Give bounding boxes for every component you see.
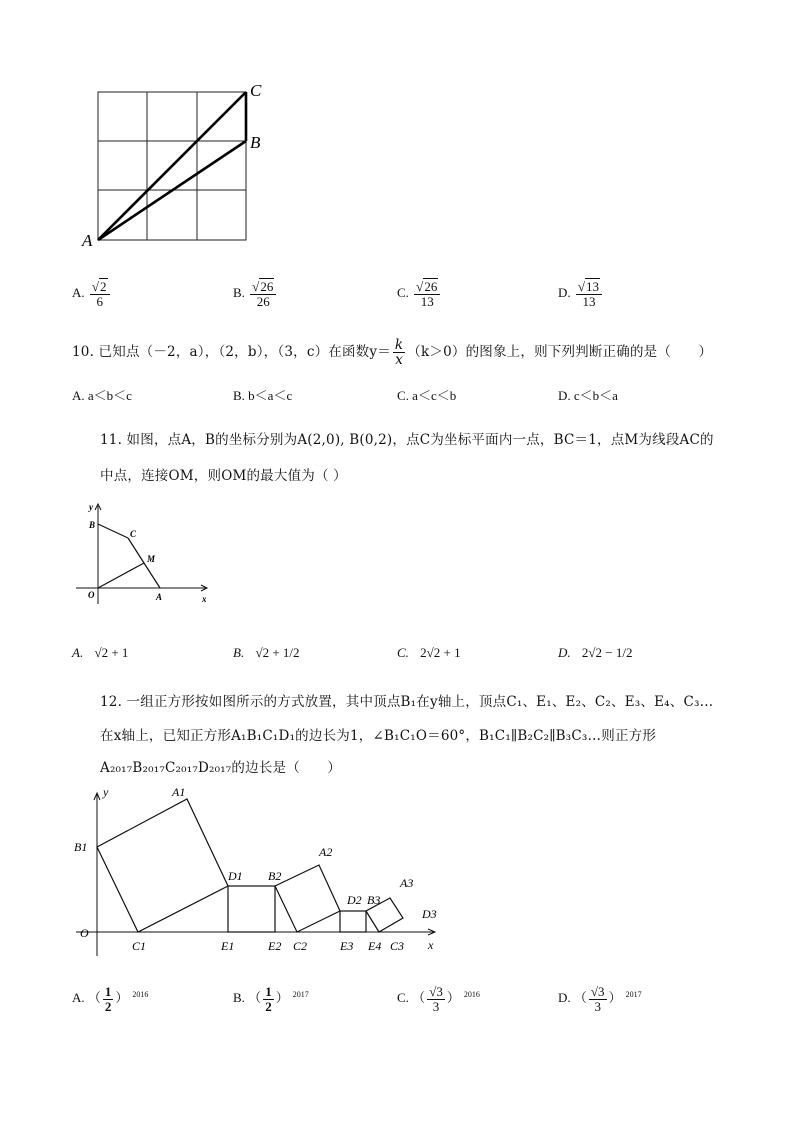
q9-option-d[interactable]: D. $\frac{√13}{13}$ xyxy=(558,280,604,308)
q11-stem-line2: 中点，连接OM，则OM的最大值为（ ） xyxy=(100,468,347,484)
q9-option-c[interactable]: C. $\frac{√26}{13}$ xyxy=(397,280,442,308)
q9-option-a[interactable]: A. $\frac{√2}{6}$ xyxy=(72,280,112,308)
q10-option-c[interactable]: C. a＜c＜b xyxy=(397,388,457,403)
q10-option-d[interactable]: D. c＜b＜a xyxy=(558,388,618,403)
q9-option-b[interactable]: B. $\frac{√26}{26}$ xyxy=(233,280,278,308)
q11-option-b[interactable]: B. √2 + 1/2 xyxy=(233,645,300,660)
q12-label-d1: D1 xyxy=(228,869,243,883)
q12-stem-line1: 12. 一组正方形按如图所示的方式放置，其中顶点B₁在y轴上，顶点C₁、E₁、E₂、C₂、E₃、E₄、C₃… xyxy=(100,694,714,710)
q12-squares xyxy=(97,799,403,932)
q11-stem-line1: 11. 如图，点A，B的坐标分别为A(2,0), B(0,2)，点C为坐标平面内一点，BC＝1，点M为线段AC的 xyxy=(100,432,714,448)
q12-label-e4: E4 xyxy=(368,939,382,953)
q12-label-c2: C2 xyxy=(293,939,308,953)
q11-option-c[interactable]: C. 2√2 + 1 xyxy=(397,645,461,660)
q11-label-c: C xyxy=(130,529,137,539)
q12-label-c1: C1 xyxy=(132,939,147,953)
q9-triangle-abc xyxy=(98,92,246,240)
q9-label-a: A xyxy=(82,231,93,250)
q11-option-d[interactable]: D. 2√2 − 1/2 xyxy=(558,645,633,660)
q10-option-b[interactable]: B. b＜a＜c xyxy=(233,388,293,403)
q12-option-b[interactable]: B. （ $\frac{1}{2}$ ） $^{2017}$ xyxy=(233,984,309,1014)
q11-label-y: y xyxy=(89,502,93,512)
q12-label-b1: B1 xyxy=(74,840,88,854)
q12-option-a[interactable]: A. （ $\frac{1}{2}$ ） $^{2016}$ xyxy=(72,984,149,1014)
q12-label-a1: A1 xyxy=(172,785,186,799)
q12-label-d3: D3 xyxy=(422,907,437,921)
q12-label-b3: B3 xyxy=(367,893,381,907)
q9-label-c: C xyxy=(250,81,262,100)
q12-stem-line3: A₂₀₁₇B₂₀₁₇C₂₀₁₇D₂₀₁₇的边长是（ ） xyxy=(100,760,342,776)
q12-label-a2: A2 xyxy=(319,845,333,859)
q11-figure xyxy=(72,500,222,612)
q12-label-c3: C3 xyxy=(390,939,405,953)
q9-label-b: B xyxy=(250,133,261,152)
q12-label-a3: A3 xyxy=(400,876,414,890)
q12-option-d[interactable]: D. （ $\frac{√3}{3}$ ） $^{2017}$ xyxy=(558,984,642,1014)
q12-figure xyxy=(72,784,452,959)
q11-label-a: A xyxy=(156,592,163,602)
q12-label-d2: D2 xyxy=(347,893,362,907)
q12-label-y: y xyxy=(103,785,109,799)
q11-label-x: x xyxy=(202,594,207,604)
q11-label-m: M xyxy=(147,554,156,564)
q11-label-b: B xyxy=(89,520,96,530)
q12-label-b2: B2 xyxy=(268,869,282,883)
q12-label-e2: E2 xyxy=(268,939,282,953)
q10-option-a[interactable]: A. a＜b＜c xyxy=(72,388,132,403)
q9-grid-figure xyxy=(80,78,280,250)
q12-option-c[interactable]: C. （ $\frac{√3}{3}$ ） $^{2016}$ xyxy=(397,984,480,1014)
q10-stem: 10. 已知点（－2，a），（2，b），（3，c）在函数y＝ $\frac{k}{x}$ （k＞0）的图象上，则下列判断正确的是（ ） xyxy=(72,337,713,369)
q11-option-a[interactable]: A. √2 + 1 xyxy=(72,645,129,660)
q12-label-o: O xyxy=(80,926,89,940)
q12-stem-line2: 在x轴上，已知正方形A₁B₁C₁D₁的边长为1，∠B₁C₁O＝60°，B₁C₁∥B₂C₂∥B₃C₃…则正方形 xyxy=(100,728,657,744)
q11-label-o: O xyxy=(88,590,95,600)
q12-label-e3: E3 xyxy=(340,939,354,953)
q12-label-e1: E1 xyxy=(221,939,235,953)
q12-label-x: x xyxy=(428,938,434,952)
q11-axes xyxy=(76,504,207,604)
